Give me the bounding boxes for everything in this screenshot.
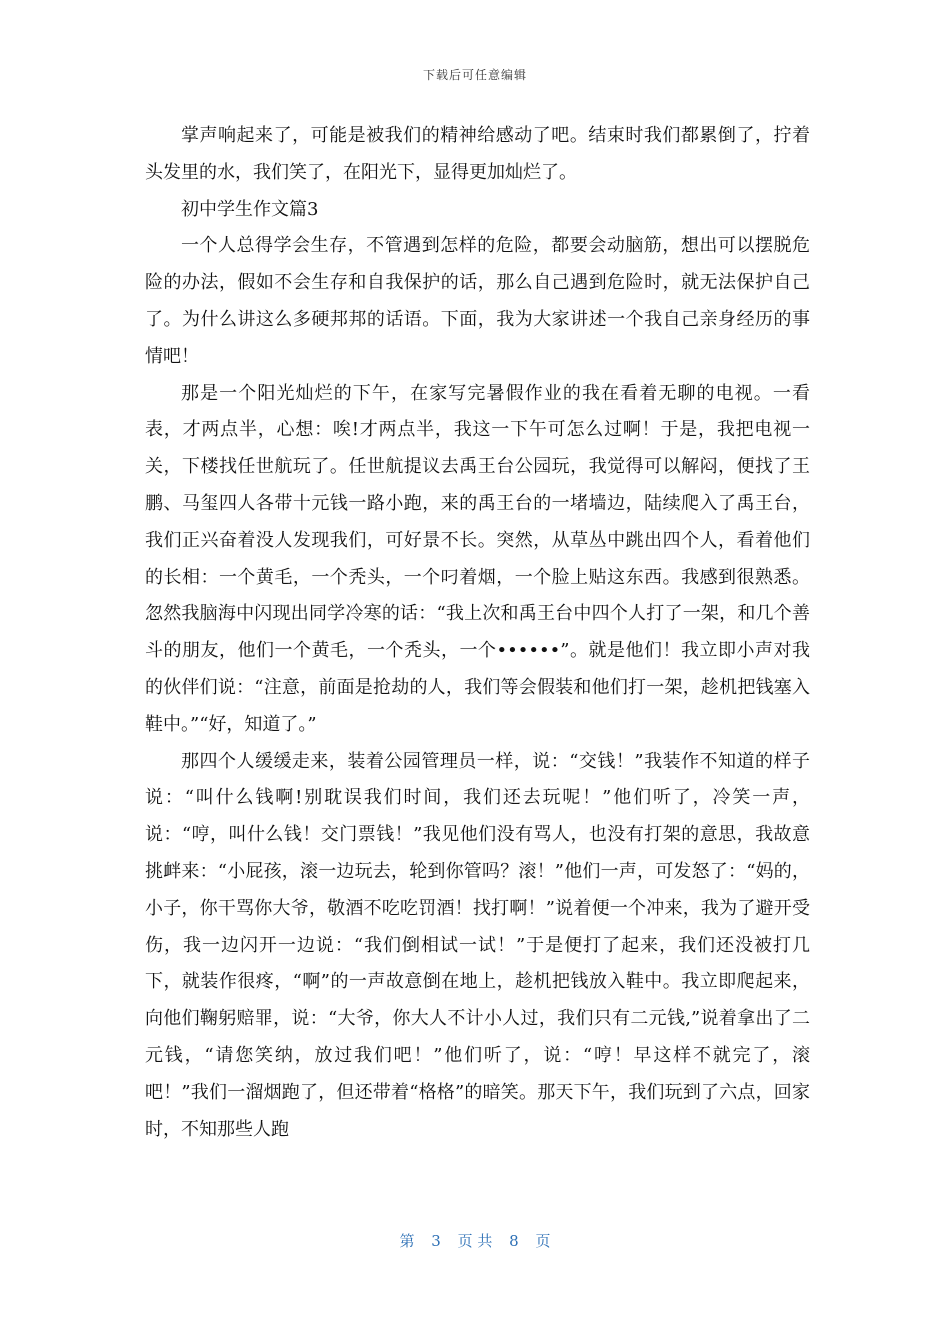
page-footer [0, 1230, 950, 1251]
document-body [145, 118, 810, 1148]
section-heading: 初中学生作文篇3 [181, 198, 319, 220]
paragraph: 那是一个阳光灿烂的下午，在家写完暑假作业的我在看着无聊的电视。一看表，才两点半，心想：唉!才两点半，我这一下午可怎么过啊！于是，我把电视一关，下楼找任世航玩了。任世航提议去禹王台公园玩，我觉得可以解闷，便找了王鹏、马玺四人各带十元钱一路小跑，来的禹王台的一堵墙边，陆续爬入了禹王台，我们正兴奋着没人发现我们，可好景不长。突然，从草丛中跳出四个人，看着他们的长相：一个黄毛，一个秃头，一个叼着烟，一个脸上贴这东西。我感到很熟悉。忽然我脑海中闪现出同学冷寒的话：“我上次和禹王台中四个人打了一架，和几个善斗的朋友，他们一个黄毛，一个秃头，一个••••••”。就是他们！我立即小声对我的伙伴们说：“注意，前面是抢劫的人，我们等会假装和他们打一架，趁机把钱塞入鞋中。”“好，知道了。” [145, 382, 810, 735]
page-header: 下载后可任意编辑 [422, 68, 527, 82]
paragraph: 一个人总得学会生存，不管遇到怎样的危险，都要会动脑筋，想出可以摆脱危险的办法，假如不会生存和自我保护的话，那么自己遇到危险时，就无法保护自己了。为什么讲这么多硬邦邦的话语。下面，我为大家讲述一个我自己亲身经历的事情吧！ [145, 235, 810, 367]
footer-label-page: 第 [399, 1232, 415, 1250]
footer-label-end: 页 [535, 1232, 551, 1250]
paragraph: 那四个人缓缓走来，装着公园管理员一样，说：“交钱！”我装作不知道的样子说：“叫什么钱啊!别耽误我们时间，我们还去玩呢！”他们听了，冷笑一声，说：“哼，叫什么钱！交门票钱！”我见他们没有骂人，也没有打架的意思，我故意挑衅来：“小屁孩，滚一边玩去，轮到你管吗？滚！”他们一声，可发怒了：“妈的，小子，你干骂你大爷，敬酒不吃吃罚酒！找打啊！”说着便一个冲来，我为了避开受伤，我一边闪开一边说：“我们倒相试一试！”于是便打了起来，我们还没被打几下，就装作很疼，“啊”的一声故意倒在地上，趁机把钱放入鞋中。我立即爬起来，向他们鞠躬赔罪，说：“大爷，你大人不计小人过，我们只有二元钱,”说着拿出了二元钱，“请您笑纳，放过我们吧！”他们听了，说：“哼！早这样不就完了，滚吧！”我们一溜烟跑了，但还带着“格格”的暗笑。那天下午，我们玩到了六点，回家时，不知那些人跑 [145, 750, 810, 1140]
footer-total-pages: 8 [509, 1232, 519, 1250]
footer-label-of: 页 共 [457, 1232, 493, 1250]
paragraph: 掌声响起来了，可能是被我们的精神给感动了吧。结束时我们都累倒了，拧着头发里的水，我们笑了，在阳光下，显得更加灿烂了。 [145, 125, 810, 183]
footer-current-page: 3 [431, 1232, 441, 1250]
